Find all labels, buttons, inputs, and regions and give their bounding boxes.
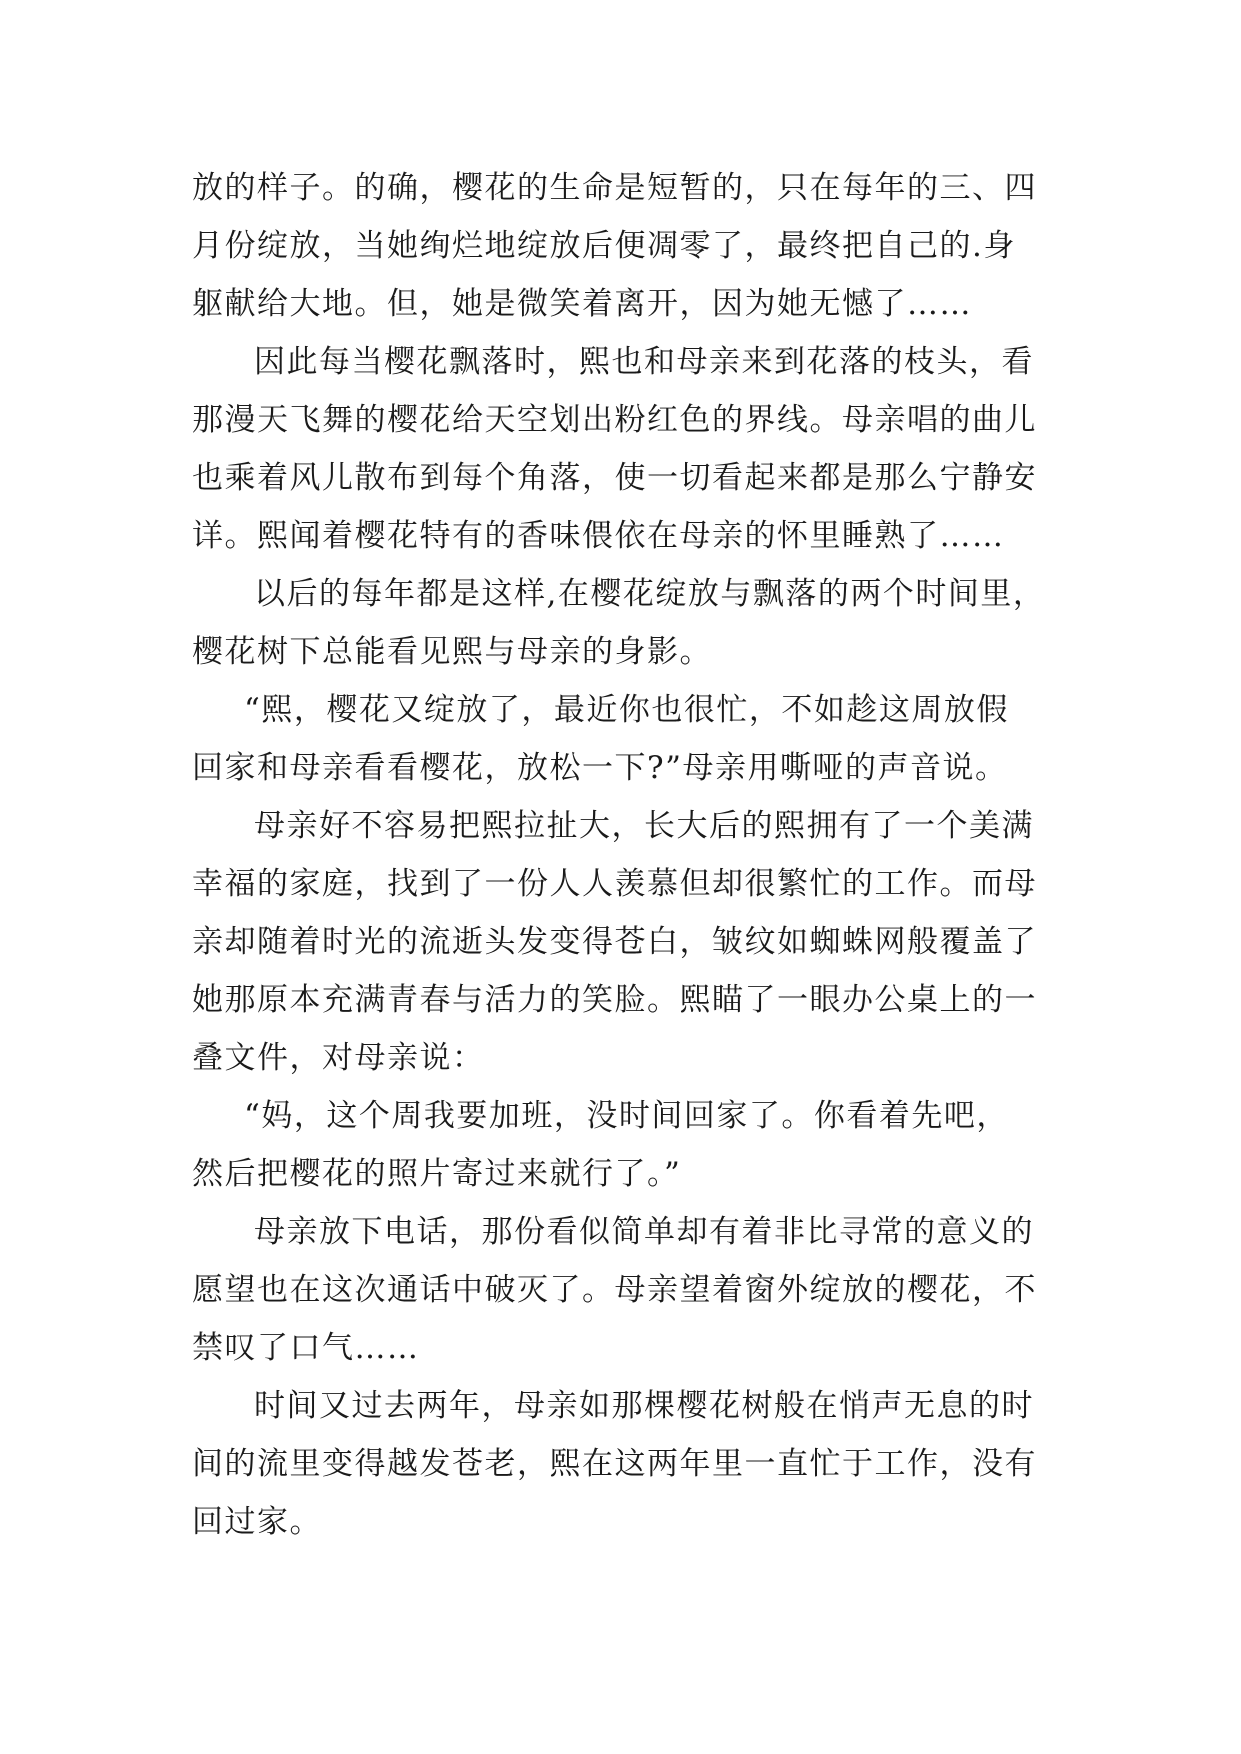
text-line: 回过家。 — [192, 1504, 322, 1540]
article-body — [192, 150, 1062, 1551]
text-line: 躯献给大地。但，她是微笑着离开，因为她无憾了…… — [192, 286, 972, 322]
text-line: 详。熙闻着樱花特有的香味偎依在母亲的怀里睡熟了…… — [192, 518, 1005, 554]
text-line: 月份绽放，当她绚烂地绽放后便凋零了，最终把自己的.身 — [192, 228, 1016, 264]
paragraph-first-line: “熙，樱花又绽放了，最近你也很忙，不如趁这周放假 — [244, 692, 1009, 728]
text-line: 幸福的家庭，找到了一份人人羡慕但却很繁忙的工作。而母 — [192, 866, 1037, 902]
paragraph-first-line: 因此每当樱花飘落时，熙也和母亲来到花落的枝头，看 — [254, 344, 1034, 380]
text-line: 然后把樱花的照片寄过来就行了。” — [192, 1156, 682, 1192]
text-line: 叠文件，对母亲说： — [192, 1040, 485, 1076]
text-line: 那漫天飞舞的樱花给天空划出粉红色的界线。母亲唱的曲儿 — [192, 402, 1037, 438]
paragraph-first-line: 母亲好不容易把熙拉扯大，长大后的熙拥有了一个美满 — [254, 808, 1034, 844]
text-line: 放的样子。的确，樱花的生命是短暂的，只在每年的三、四 — [192, 170, 1037, 206]
text-line: 也乘着风儿散布到每个角落，使一切看起来都是那么宁静安 — [192, 460, 1037, 496]
text-line: 愿望也在这次通话中破灭了。母亲望着窗外绽放的樱花，不 — [192, 1272, 1037, 1308]
text-line: 禁叹了口气…… — [192, 1330, 420, 1366]
text-line: 间的流里变得越发苍老，熙在这两年里一直忙于工作，没有 — [192, 1446, 1037, 1482]
paragraph-first-line: 时间又过去两年，母亲如那棵樱花树般在悄声无息的时 — [254, 1388, 1034, 1424]
text-line: 樱花树下总能看见熙与母亲的身影。 — [192, 634, 712, 670]
paragraph-first-line: “妈，这个周我要加班，没时间回家了。你看着先吧， — [244, 1098, 1009, 1134]
text-line: 她那原本充满青春与活力的笑脸。熙瞄了一眼办公桌上的一 — [192, 982, 1037, 1018]
paragraph-first-line: 母亲放下电话，那份看似简单却有着非比寻常的意义的 — [254, 1214, 1034, 1250]
paragraph-first-line: 以后的每年都是这样,在樱花绽放与飘落的两个时间里， — [254, 576, 1046, 612]
text-line: 回家和母亲看看樱花，放松一下?”母亲用嘶哑的声音说。 — [192, 750, 1008, 786]
text-line: 亲却随着时光的流逝头发变得苍白，皱纹如蜘蛛网般覆盖了 — [192, 924, 1037, 960]
